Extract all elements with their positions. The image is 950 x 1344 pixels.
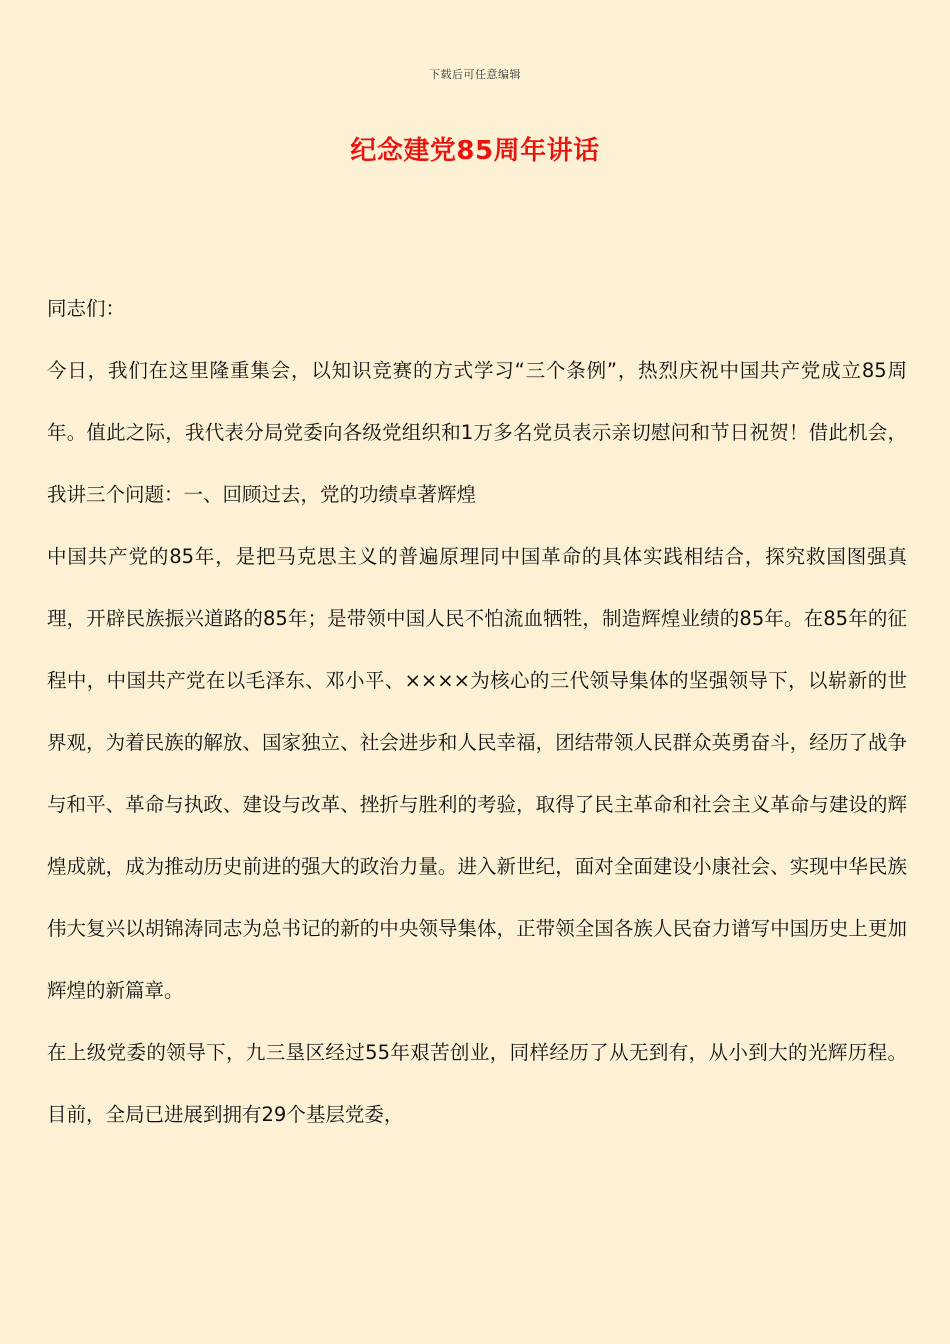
body-paragraph: 在上级党委的领导下，九三垦区经过55年艰苦创业，同样经历了从无到有，从小到大的光辉历程。目前，全局已进展到拥有29个基层党委，: [47, 1041, 907, 1126]
body-paragraph: 今日，我们在这里隆重集会，以知识竞赛的方式学习“三个条例”，热烈庆祝中国共产党成立85周年。值此之际，我代表分局党委向各级党组织和1万多名党员表示亲切慰问和节日祝贺！借此机会，我讲三个问题：一、回顾过去，党的功绩卓著辉煌: [47, 359, 907, 506]
salutation-paragraph: 同志们：: [47, 297, 126, 320]
page-title: 纪念建党85周年讲话: [350, 136, 600, 166]
body-paragraph: 中国共产党的85年，是把马克思主义的普遍原理同中国革命的具体实践相结合，探究救国图强真理，开辟民族振兴道路的85年；是带领中国人民不怕流血牺牲，制造辉煌业绩的85年。在85年的征程中，中国共产党在以毛泽东、邓小平、××××为核心的三代领导集体的坚强领导下，以崭新的世界观，为着民族的解放、国家独立、社会进步和人民幸福，团结带领人民群众英勇奋斗，经历了战争与和平、革命与执政、建设与改革、挫折与胜利的考验，取得了民主革命和社会主义革命与建设的辉煌成就，成为推动历史前进的强大的政治力量。进入新世纪，面对全面建设小康社会、实现中华民族伟大复兴以胡锦涛同志为总书记的新的中央领导集体，正带领全国各族人民奋力谱写中国历史上更加辉煌的新篇章。: [47, 545, 907, 1002]
header-note: 下载后可任意编辑: [429, 68, 521, 81]
document-body: [47, 278, 907, 1146]
